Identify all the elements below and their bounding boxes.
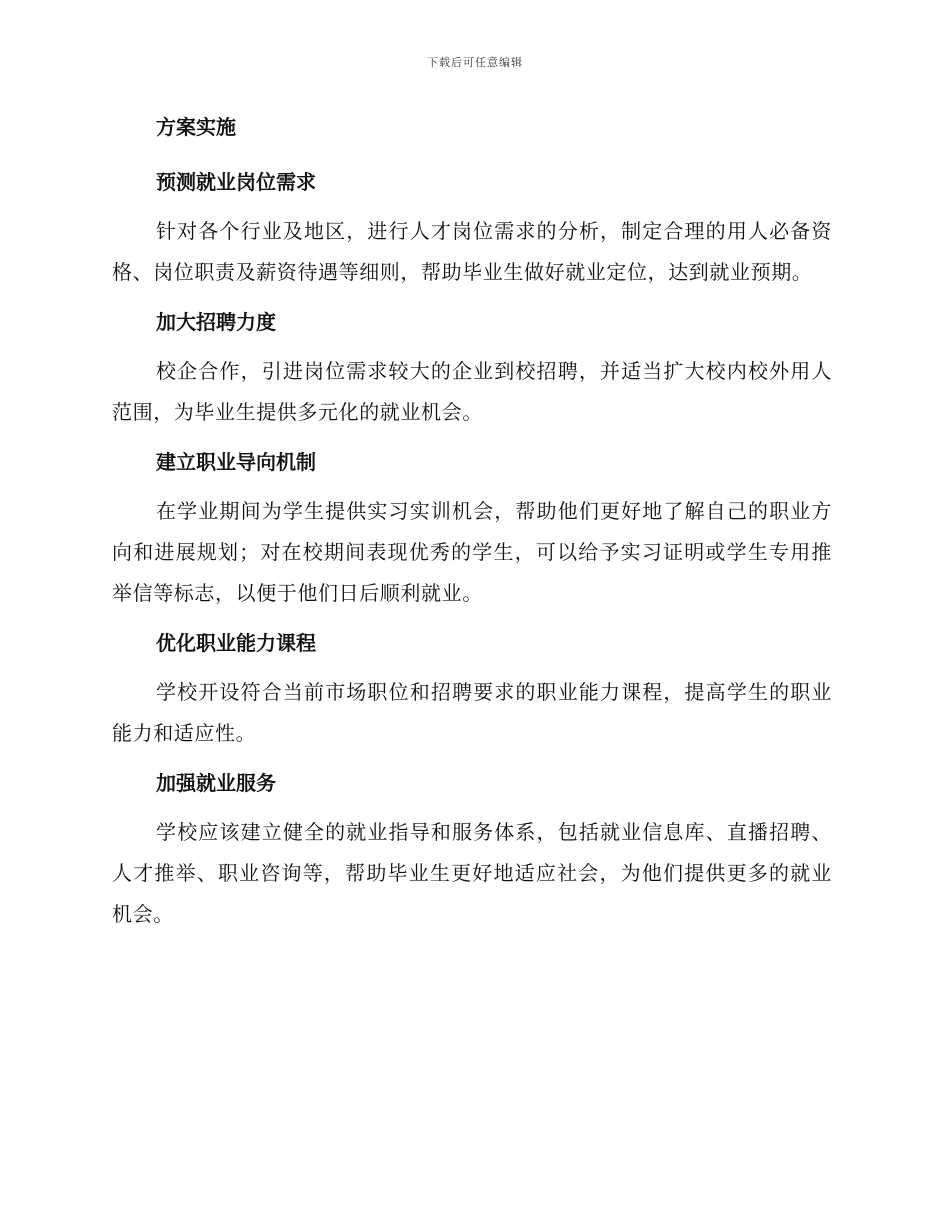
section-title: 方案实施 (156, 115, 236, 139)
section-heading-1: 预测就业岗位需求 (156, 170, 316, 194)
header-note: 下载后可任意编辑 (427, 56, 523, 69)
section-heading-5: 加强就业服务 (156, 771, 276, 795)
section-paragraph-4: 学校开设符合当前市场职位和招聘要求的职业能力课程，提高学生的职业能力和适应性。 (112, 680, 832, 745)
section-heading-2: 加大招聘力度 (156, 310, 276, 334)
section-paragraph-1: 针对各个行业及地区，进行人才岗位需求的分析，制定合理的用人必备资格、岗位职责及薪资待遇等细则，帮助毕业生做好就业定位，达到就业预期。 (112, 219, 832, 284)
section-heading-4: 优化职业能力课程 (156, 631, 316, 655)
section-paragraph-5: 学校应该建立健全的就业指导和服务体系，包括就业信息库、直播招聘、人才推举、职业咨询等，帮助毕业生更好地适应社会，为他们提供更多的就业机会。 (112, 820, 832, 926)
document-body (112, 112, 832, 935)
section-heading-3: 建立职业导向机制 (156, 450, 316, 474)
section-paragraph-3: 在学业期间为学生提供实习实训机会，帮助他们更好地了解自己的职业方向和进展规划；对在校期间表现优秀的学生，可以给予实习证明或学生专用推举信等标志，以便于他们日后顺利就业。 (112, 499, 832, 605)
section-paragraph-2: 校企合作，引进岗位需求较大的企业到校招聘，并适当扩大校内校外用人范围，为毕业生提供多元化的就业机会。 (112, 359, 832, 424)
